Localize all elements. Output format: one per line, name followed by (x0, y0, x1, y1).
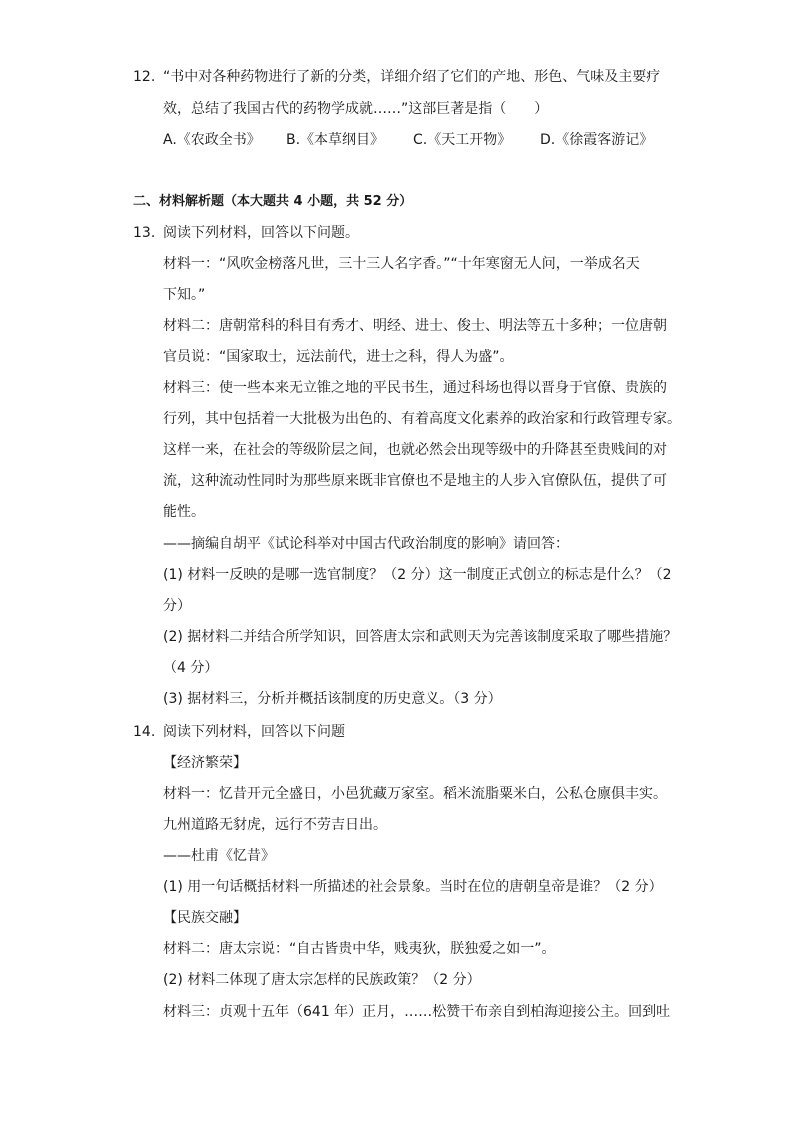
question-text-line: “书中对各种药物进行了新的分类，详细介绍了它们的产地、形色、气味及主要疗 (163, 69, 661, 85)
section-title: 二、材料解析题（本大题共 4 小题，共 52 分） (133, 194, 413, 209)
material-line: 这样一来，在社会的等级阶层之间，也就必然会出现等级中的升降甚至贵贱间的对 (163, 442, 667, 458)
question-number: 13. (133, 225, 156, 241)
question-intro: 阅读下列材料，回答以下问题 (163, 724, 345, 740)
sub-question: （4 分） (163, 660, 219, 676)
material-line: 能性。 (163, 504, 205, 520)
material-line: 材料三：使一些本来无立锥之地的平民书生，通过科场也得以晋身于官僚、贵族的 (163, 380, 667, 396)
material-line: 九州道路无豺虎，远行不劳吉日出。 (163, 817, 387, 833)
sub-question: (1) 材料一反映的是哪一选官制度？（2 分）这一制度正式创立的标志是什么？（2 (163, 567, 672, 583)
topic-heading: 【民族交融】 (163, 910, 247, 926)
material-line: 材料一：忆昔开元全盛日，小邑犹藏万家室。稻米流脂粟米白，公私仓廪俱丰实。 (163, 786, 667, 802)
sub-question: (1) 用一句话概括材料一所描述的社会景象。当时在位的唐朝皇帝是谁？（2 分） (163, 879, 663, 895)
question-intro: 阅读下列材料，回答以下问题。 (163, 225, 359, 241)
material-line: 流，这种流动性同时为那些原来既非官僚也不是地主的人步入官僚队伍，提供了可 (163, 473, 667, 489)
question-number: 14. (133, 724, 156, 740)
option-d: D.《徐霞客游记》 (540, 132, 654, 148)
sub-question: (2) 据材料二并结合所学知识，回答唐太宗和武则天为完善该制度采取了哪些措施？ (163, 629, 678, 645)
material-line: 行列，其中包括着一大批极为出色的、有着高度文化素养的政治家和行政管理专家。 (163, 411, 681, 427)
question-number: 12. (133, 69, 156, 85)
topic-heading: 【经济繁荣】 (163, 755, 247, 771)
sub-question: (2) 材料二体现了唐太宗怎样的民族政策？（2 分） (163, 972, 481, 988)
question-text-line: 效，总结了我国古代的药物学成就……”这部巨著是指（ ） (163, 101, 549, 117)
source-citation: ——摘编自胡平《试论科举对中国古代政治制度的影响》请回答： (163, 536, 569, 552)
source-citation: ——杜甫《忆昔》 (163, 848, 275, 864)
material-line: 下知。” (163, 287, 206, 303)
material-line: 材料二：唐朝常科的科目有秀才、明经、进士、俊士、明法等五十多种；一位唐朝 (163, 318, 667, 334)
option-b: B.《本草纲目》 (286, 132, 385, 148)
material-line: 材料一：“风吹金榜落凡世，三十三人名字香。”“十年寒窗无人问，一举成名天 (163, 256, 640, 272)
material-line: 材料二：唐太宗说：“自古皆贵中华，贱夷狄，朕独爱之如一”。 (163, 941, 556, 957)
material-line: 官员说：“国家取士，远法前代，进士之科，得人为盛”。 (163, 349, 514, 365)
option-a: A.《农政全书》 (163, 132, 261, 148)
material-line: 材料三：贞观十五年（641 年）正月，……松赞干布亲自到柏海迎接公主。回到吐 (163, 1004, 671, 1020)
sub-question: 分） (163, 598, 191, 614)
option-c: C.《天工开物》 (413, 132, 512, 148)
sub-question: (3) 据材料三，分析并概括该制度的历史意义。（3 分） (163, 691, 502, 707)
